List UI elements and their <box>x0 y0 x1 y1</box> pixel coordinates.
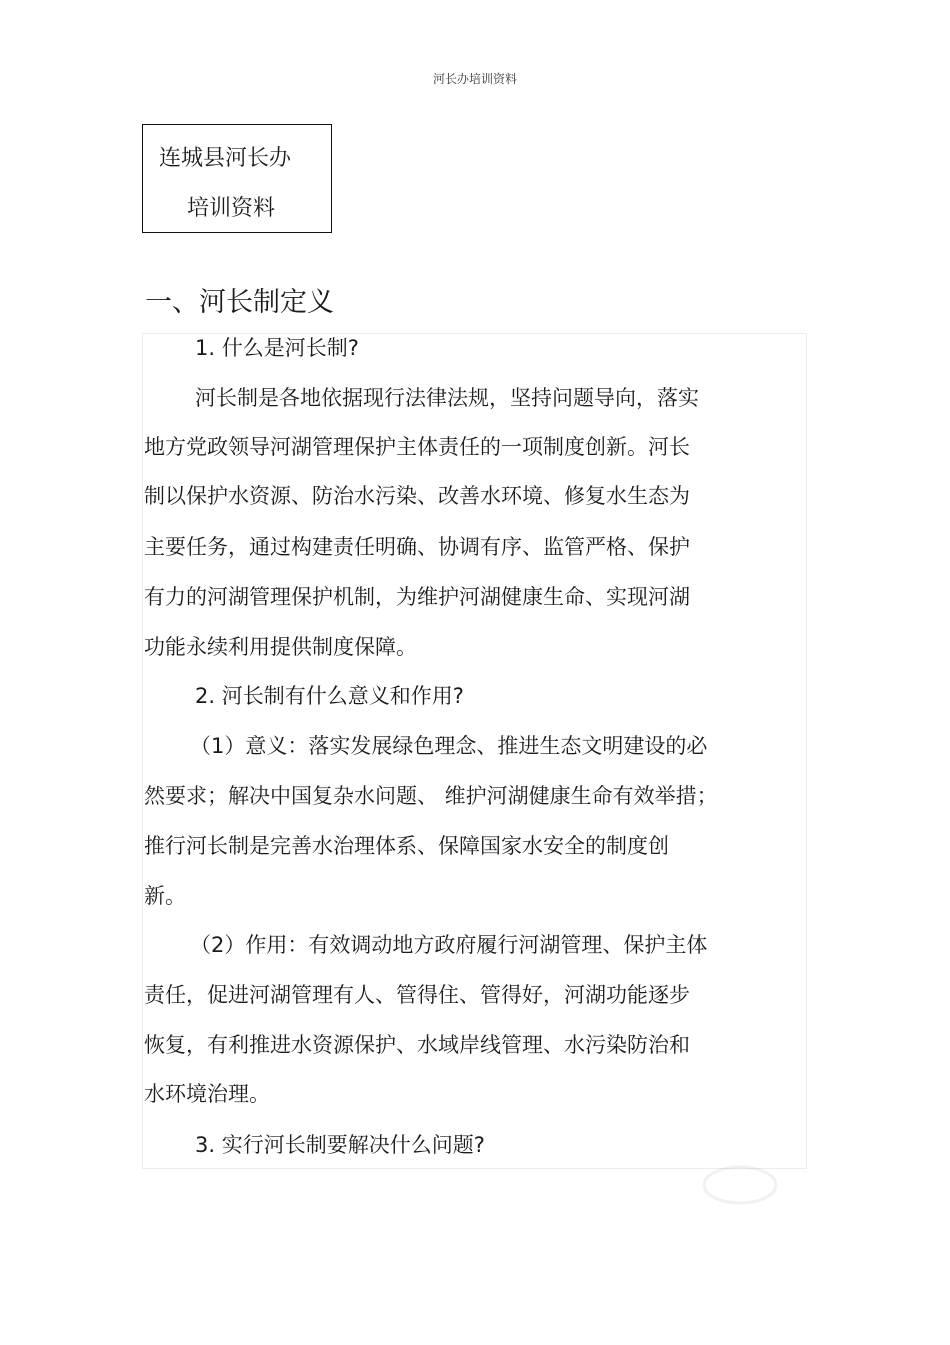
paragraph-line: 推行河长制是完善水治理体系、保障国家水安全的制度创 <box>144 834 669 858</box>
paragraph-line: 地方党政领导河湖管理保护主体责任的一项制度创新。河长 <box>144 435 690 459</box>
question-3: 3. 实行河长制要解决什么问题? <box>195 1133 485 1157</box>
title-box <box>142 124 332 233</box>
question-2: 2. 河长制有什么意义和作用? <box>195 684 464 708</box>
title-line-1: 连城县河长办 <box>159 146 292 171</box>
paragraph-line: 然要求；解决中国复杂水问题、 维护河湖健康生命有效举措； <box>144 784 718 808</box>
watermark-icon <box>700 1160 780 1210</box>
paragraph-line: （2）作用：有效调动地方政府履行河湖管理、保护主体 <box>190 933 708 957</box>
page-header: 河长办培训资料 <box>432 72 517 86</box>
paragraph-line: 责任，促进河湖管理有人、管得住、管得好，河湖功能逐步 <box>144 983 690 1007</box>
paragraph-line: 制以保护水资源、防治水污染、改善水环境、修复水生态为 <box>144 484 690 508</box>
section-heading: 一、河长制定义 <box>145 287 334 318</box>
paragraph-line: 新。 <box>144 884 186 908</box>
question-1: 1. 什么是河长制? <box>195 336 359 360</box>
paragraph-line: （1）意义：落实发展绿色理念、推进生态文明建设的必 <box>190 734 708 758</box>
paragraph-line: 河长制是各地依据现行法律法规，坚持问题导向，落实 <box>195 386 699 410</box>
paragraph-line: 有力的河湖管理保护机制，为维护河湖健康生命、实现河湖 <box>144 585 690 609</box>
paragraph-line: 功能永续利用提供制度保障。 <box>144 635 417 659</box>
title-line-2: 培训资料 <box>187 196 276 221</box>
paragraph-line: 恢复，有利推进水资源保护、水域岸线管理、水污染防治和 <box>144 1033 690 1057</box>
paragraph-line: 水环境治理。 <box>144 1082 270 1106</box>
paragraph-line: 主要任务，通过构建责任明确、协调有序、监管严格、保护 <box>144 535 690 559</box>
